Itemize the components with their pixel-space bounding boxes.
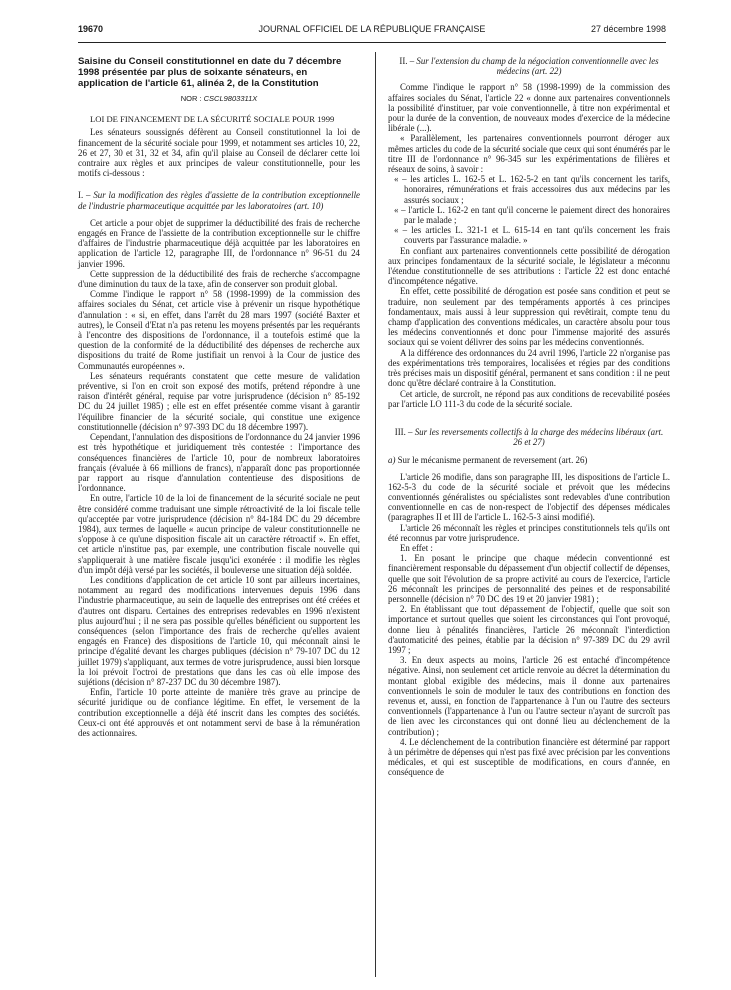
paragraph: Cette suppression de la déductibilité des frais de recherche s'accompagne d'une diminution du taux de la taxe, afin de conserver son produit global.	[78, 268, 360, 290]
issue-date: 27 décembre 1998	[590, 24, 666, 34]
left-column	[78, 56, 360, 738]
paragraph: Cet article a pour objet de supprimer la déductibilité des frais de recherche engagés en France de l'assiette de la contribution exceptionnelle sur le chiffre d'affaires de l'industrie pharmaceutique déjà acquittée par les laboratoires en application de l'article 12, paragraphe III, de l'ordonnance n° 96-51 du 24 janvier 1996.	[78, 217, 360, 269]
paragraph: Comme l'indique le rapport n° 58 (1998-1999) de la commission des affaires sociales du Sénat, cet article vise à prévenir un risque hypothétique d'annulation : « si, en effet, dans l'arrêt du 28 mars 1997 (société Baxter et autres), le Conseil d'Etat n'a pas retenu les moyens présentés par les requérants à l'encontre des dispositions de l'ordonnance, il a toutefois estimé que la question de la conformité de la déductibilité des dépenses de recherche aux dispositions du traité de Rome justifiait un renvoi à la Cour de justice des Communautés européennes ».	[78, 289, 360, 371]
paragraph: 4. Le déclenchement de la contribution financière est déterminé par rapport à un périmètre de dépenses qui n'est pas fixé avec précision par les conventions médicales, et qui est susceptible de modifications, en cours d'année, en conséquence de	[388, 736, 670, 778]
column-divider	[375, 52, 376, 977]
page-number: 19670	[78, 24, 104, 34]
paragraph: 2. En établissant que tout dépassement de l'objectif, quelle que soit son importance et surtout quelles que soient les circonstances qui l'ont provoqué, donne lieu à pénalités financières, l'article 26 méconnaît l'interdiction d'automaticité des peines, établie par la décision n° 97-389 DC du 29 avril 1997 ;	[388, 604, 670, 655]
section-2-number: II. –	[399, 56, 417, 66]
running-header	[78, 24, 666, 38]
paragraph: En effet :	[400, 542, 433, 553]
saisine-title: Saisine du Conseil constitutionnel en date du 7 décembre 1998 présentée par plus de soixante sénateurs, en application de l'article 61, alinéa 2, de la Constitution	[78, 56, 342, 89]
nor-label: NOR :	[180, 94, 204, 103]
subsection-a-heading	[388, 455, 670, 465]
header-rule	[78, 42, 666, 43]
section-3-heading	[394, 427, 664, 447]
quoted-item: « – les articles L. 321-1 et L. 615-14 en tant qu'ils concernent les frais couverts par l'assurance maladie. »	[394, 225, 670, 246]
paragraph: 1. En posant le principe que chaque médecin conventionné est financièrement responsable du dépassement d'un objectif collectif de dépenses, quelle que soit l'évolution de sa propre activité au cours de l'exercice, l'article 26 méconnaît les principes de personnalité des peines et de responsabilité personnelle (décision n° 70 DC des 19 et 20 janvier 1981) ;	[388, 553, 670, 604]
subsection-a-label: a)	[388, 455, 398, 466]
paragraph: L'article 26 modifie, dans son paragraphe III, les dispositions de l'article L. 162-5-3 du code de la sécurité sociale et prévoit que les médecins conventionnés généralistes ou spécialistes sont redevables d'une contribution conventionnelle en cas de non-respect de l'objectif des dépenses médicales (paragraphes II et III de l'article L. 162-5-3 ainsi modifié).	[388, 471, 670, 523]
paragraph: Les conditions d'application de cet article 10 sont par ailleurs incertaines, notamment au regard des modifications intervenues depuis 1996 dans l'industrie pharmaceutique, au sein de laquelle des entreprises ont été créées et d'autres ont disparu. Certaines des entreprises redevables en 1996 n'existent plus aujourd'hui ; il ne sera pas possible qu'elles bénéficient ou supportent les conséquences (selon l'importance des frais de recherche qu'elles avaient engagés en France) des dispositions de l'article 10, qui méconnaît ainsi le principe d'égalité devant les charges publiques (décision n° 79-107 DC du 12 juillet 1979) s'appliquant, aux termes de votre jurisprudence, aussi bien lorsque la loi prévoit l'octroi de prestations que dans les cas où elle impose des sujétions (décision n° 87-237 DC du 30 décembre 1987).	[78, 574, 360, 687]
paragraph: Comme l'indique le rapport n° 58 (1998-1999) de la commission des affaires sociales du Sénat, l'article 22 « donne aux partenaires conventionnels la possibilité d'instituer, par voie conventionnelle, à titre non expérimental et pour la durée de la convention, de nouveaux modes d'exercice de la médecine libérale (...).	[388, 82, 670, 134]
paragraph: 3. En deux aspects au moins, l'article 26 est entaché d'incompétence négative. Ainsi, non seulement cet article renvoie au décret la détermination du montant global exigible des médecins, mais il donne aux partenaires conventionnels le soin de moduler le taux des contributions en fonction des revenus et, aussi, en fonction de l'appartenance à l'un ou l'autre des secteurs conventionnels (l'appartenance à l'un ou l'autre secteur n'ayant de surcroît pas de lien avec les circonstances qui ont donné lieu au déclenchement de la contribution) ;	[388, 655, 670, 737]
right-column	[388, 56, 670, 778]
paragraph: En outre, l'article 10 de la loi de financement de la sécurité sociale ne peut être considéré comme traduisant une simple rétroactivité de la loi fiscale telle qu'acceptée par votre jurisprudence (décision n° 84-184 DC du 29 décembre 1984), aux termes de laquelle « aucun principe de valeur constitutionnelle ne s'oppose à ce qu'une disposition fiscale ait un caractère rétroactif ». En effet, cet article n'institue pas, par exemple, une contribution fiscale nouvelle qui s'appliquerait à une matière fiscale jusqu'ici exonérée : il modifie les règles d'un impôt déjà versé par les sociétés, il bouleverse une situation déjà soldée.	[78, 493, 360, 575]
paragraph: Enfin, l'article 10 porte atteinte de manière très grave au principe de sécurité juridique ou de confiance légitime. En effet, le versement de la contribution exceptionnelle a déjà été inscrit dans les comptes des sociétés. Ceux-ci ont été approuvés et ont notamment servi de base à la rémunération des actionnaires.	[78, 687, 360, 738]
paragraph: Les sénateurs requérants constatent que cette mesure de validation préventive, si l'on en croit son exposé des motifs, prétend répondre à une raison d'intérêt général, requise par votre jurisprudence (décision n° 85-192 DC du 24 juillet 1985) ; elle est en effet présentée comme visant à garantir l'équilibre financier de la sécurité sociale, qui constitue une exigence constitutionnelle (décision n° 97-393 DC du 18 décembre 1997).	[78, 370, 360, 432]
nor-reference	[78, 94, 360, 104]
nor-code: CSCL9803311X	[203, 94, 258, 103]
paragraph: « Parallèlement, les partenaires conventionnels pourront déroger aux mêmes articles du code de la sécurité sociale que ceux qui sont énumérés par le titre III de l'ordonnance n° 96-345 sur les expérimentations de filières et réseaux de soins, à savoir :	[388, 133, 670, 175]
paragraph: En effet, cette possibilité de dérogation est posée sans condition et peut se traduire, non seulement par des tempéraments apportés à ces principes fondamentaux, mais aussi à leur suppression qui revêtirait, compte tenu du champ d'application des conventions médicales, un caractère absolu pour tous les médecins conventionnés et donc pour l'immense majorité des assurés sociaux qui se voient délivrer des soins par les médecins conventionnés.	[388, 286, 670, 348]
section-3-title: Sur les reversements collectifs à la charge des médecins libéraux (art. 26 et 27)	[414, 426, 664, 448]
intro-paragraph: Les sénateurs soussignés défèrent au Conseil constitutionnel la loi de financement de la sécurité sociale pour 1999, et notamment ses articles 10, 22, 26 et 27, 30 et 31, 32 et 34, afin qu'il plaise au Conseil de déclarer cette loi contraire aux règles et aux principes de valeur constitutionnelle, pour les motifs ci-dessous :	[78, 127, 360, 179]
quoted-item: « – les articles L. 162-5 et L. 162-5-2 en tant qu'ils concernent les tarifs, honoraires, rémunérations et frais accessoires dus aux médecins par les assurés sociaux ;	[394, 174, 670, 205]
paragraph: Cependant, l'annulation des dispositions de l'ordonnance du 24 janvier 1996 est très hypothétique et juridiquement très contestée : l'importance des conséquences financières de l'article 10, pour de nombreux laboratoires français (évaluée à 66 millions de francs), n'apparaît donc pas proportionnée par rapport au risque d'annulation contentieuse des dispositions de l'ordonnance.	[78, 432, 360, 494]
journal-title: JOURNAL OFFICIEL DE LA RÉPUBLIQUE FRANÇAISE	[258, 24, 486, 34]
section-2-heading	[398, 56, 660, 76]
section-1-title: Sur la modification des règles d'assiette de la contribution exceptionnelle de l'industrie pharmaceutique acquittée par les laboratoires (art. 10)	[78, 190, 360, 211]
section-1-heading	[78, 190, 360, 210]
section-1-number: I. –	[78, 190, 94, 201]
law-title: LOI DE FINANCEMENT DE LA SÉCURITÉ SOCIALE POUR 1999	[90, 114, 335, 125]
paragraph: En confiant aux partenaires conventionnels cette possibilité de dérogation aux principes fondamentaux de la sécurité sociale, le législateur a méconnu l'étendue constitutionnelle de ses attributions : l'article 22 est donc entaché d'incompétence négative.	[388, 245, 670, 287]
quoted-item: « – l'article L. 162-2 en tant qu'il concerne le paiement direct des honoraires par le malade ;	[394, 204, 670, 226]
paragraph: A la différence des ordonnances du 24 avril 1996, l'article 22 n'organise pas des expérimentations très temporaires, localisées et régies par des conditions très précises mais un dispositif général, permanent et sans condition : il ne peut donc qu'être déclaré contraire à la Constitution.	[388, 347, 670, 389]
paragraph: L'article 26 méconnaît les règles et principes constitutionnels tels qu'ils ont été reconnus par votre jurisprudence.	[388, 522, 670, 543]
subsection-a-text: Sur le mécanisme permanent de reversement (art. 26)	[397, 455, 588, 466]
paragraph: Cet article, de surcroît, ne répond pas aux conditions de recevabilité posées par l'article LO 111-3 du code de la sécurité sociale.	[388, 388, 670, 409]
section-3-number: III. –	[394, 426, 415, 437]
section-2-title: Sur l'extension du champ de la négociation conventionnelle avec les médecins (art. 22)	[416, 56, 659, 77]
